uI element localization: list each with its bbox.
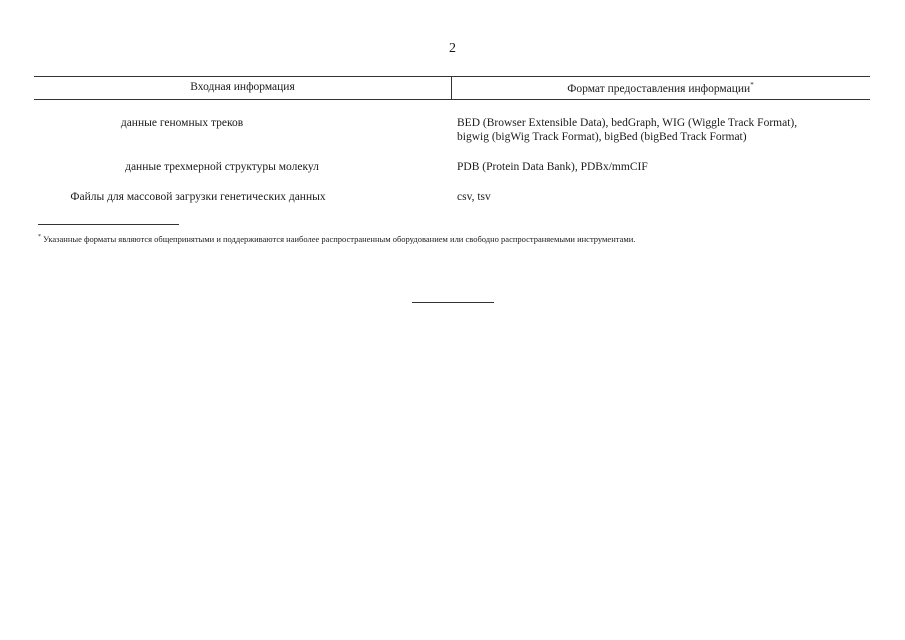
- document-end-rule: [412, 302, 494, 303]
- header-format-column: [451, 81, 870, 95]
- row-3-input: Файлы для массовой загрузки генетических данных: [70, 191, 326, 203]
- header-format-label: Формат предоставления информации: [567, 82, 751, 95]
- header-input-column: [34, 81, 451, 93]
- table-top-rule: [34, 76, 870, 77]
- header-input-label: Входная информация: [190, 81, 295, 93]
- row-1-format-line-1: BED (Browser Extensible Data), bedGraph, WIG (Wiggle Track Format),: [457, 117, 798, 129]
- row-1-input: данные геномных треков: [120, 117, 244, 129]
- header-footnote-mark: *: [750, 81, 754, 89]
- footnote: [38, 234, 635, 244]
- row-1-format: [457, 116, 867, 144]
- footnote-mark: *: [38, 234, 41, 241]
- row-1-format-line-2: bigwig (bigWig Track Format), bigBed (bigBed Track Format): [457, 131, 747, 143]
- row-3-format-line-1: csv, tsv: [457, 191, 491, 203]
- row-2-input: данные трехмерной структуры молекул: [125, 161, 319, 173]
- page-number: 2: [449, 41, 456, 56]
- footnote-separator: [38, 224, 179, 225]
- row-2-format-line-1: PDB (Protein Data Bank), PDBx/mmCIF: [457, 161, 648, 173]
- header-bottom-rule: [34, 99, 870, 100]
- footnote-text: Указанные форматы являются общепринятыми и поддерживаются наиболее распространенным оборудованием или свободно распространяемыми инструментами.: [43, 234, 636, 244]
- row-3-format: [457, 190, 867, 204]
- row-2-format: [457, 160, 867, 174]
